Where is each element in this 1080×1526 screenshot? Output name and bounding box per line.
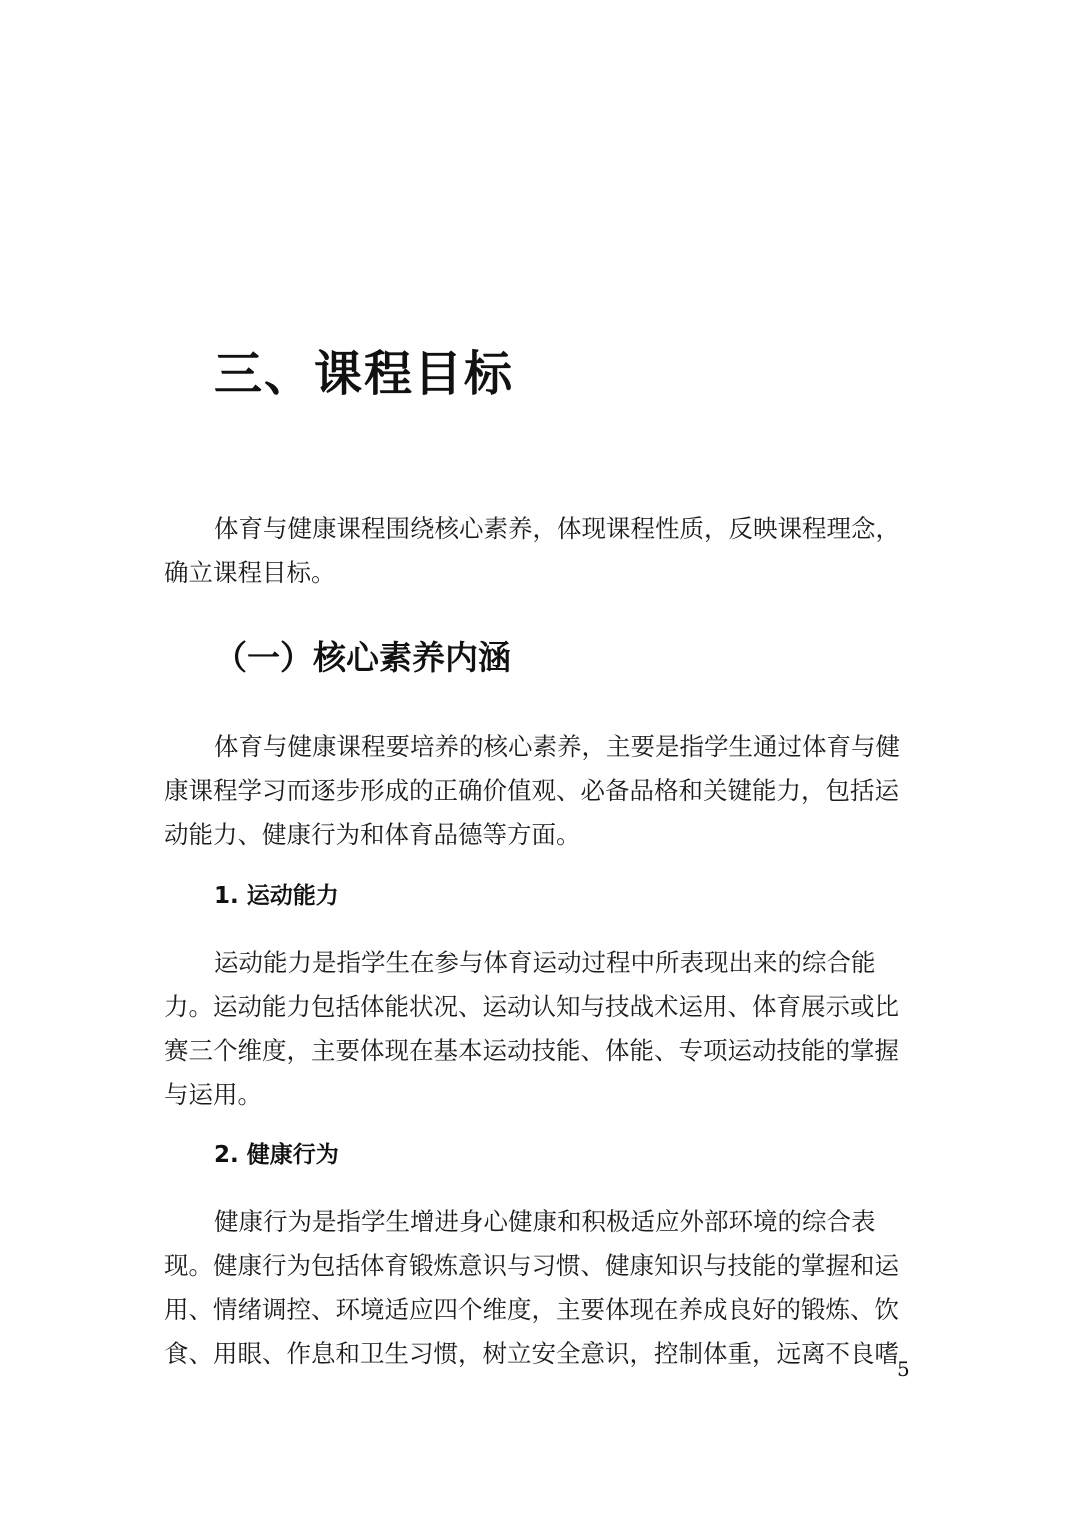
subsection-title-motor-ability: 1. 运动能力 xyxy=(214,883,339,909)
subsection-title-health-behavior: 2. 健康行为 xyxy=(214,1142,339,1168)
core-literacy-paragraph xyxy=(164,725,924,857)
text-line: 现。健康行为包括体育锻炼意识与习惯、健康知识与技能的掌握和运 xyxy=(164,1251,899,1280)
motor-ability-paragraph xyxy=(164,941,924,1117)
section-title: （一）核心素养内涵 xyxy=(214,638,511,677)
text-line: 力。运动能力包括体能状况、运动认知与技战术运用、体育展示或比 xyxy=(164,992,899,1021)
health-behavior-paragraph xyxy=(164,1200,924,1376)
text-line: 体育与健康课程围绕核心素养，体现课程性质，反映课程理念， xyxy=(214,514,900,543)
intro-paragraph xyxy=(164,507,924,595)
chapter-title: 三、课程目标 xyxy=(214,346,515,402)
text-line: 确立课程目标。 xyxy=(164,558,336,587)
text-line: 食、用眼、作息和卫生习惯，树立安全意识，控制体重，远离不良嗜 xyxy=(164,1339,899,1368)
text-line: 与运用。 xyxy=(164,1080,262,1109)
text-line: 体育与健康课程要培养的核心素养，主要是指学生通过体育与健 xyxy=(214,732,900,761)
text-line: 健康行为是指学生增进身心健康和积极适应外部环境的综合表 xyxy=(214,1207,876,1236)
text-line: 康课程学习而逐步形成的正确价值观、必备品格和关键能力，包括运 xyxy=(164,776,899,805)
page-number: 5 xyxy=(897,1357,910,1381)
text-line: 动能力、健康行为和体育品德等方面。 xyxy=(164,820,581,849)
text-line: 赛三个维度，主要体现在基本运动技能、体能、专项运动技能的掌握 xyxy=(164,1036,899,1065)
text-line: 运动能力是指学生在参与体育运动过程中所表现出来的综合能 xyxy=(214,948,876,977)
text-line: 用、情绪调控、环境适应四个维度，主要体现在养成良好的锻炼、饮 xyxy=(164,1295,899,1324)
